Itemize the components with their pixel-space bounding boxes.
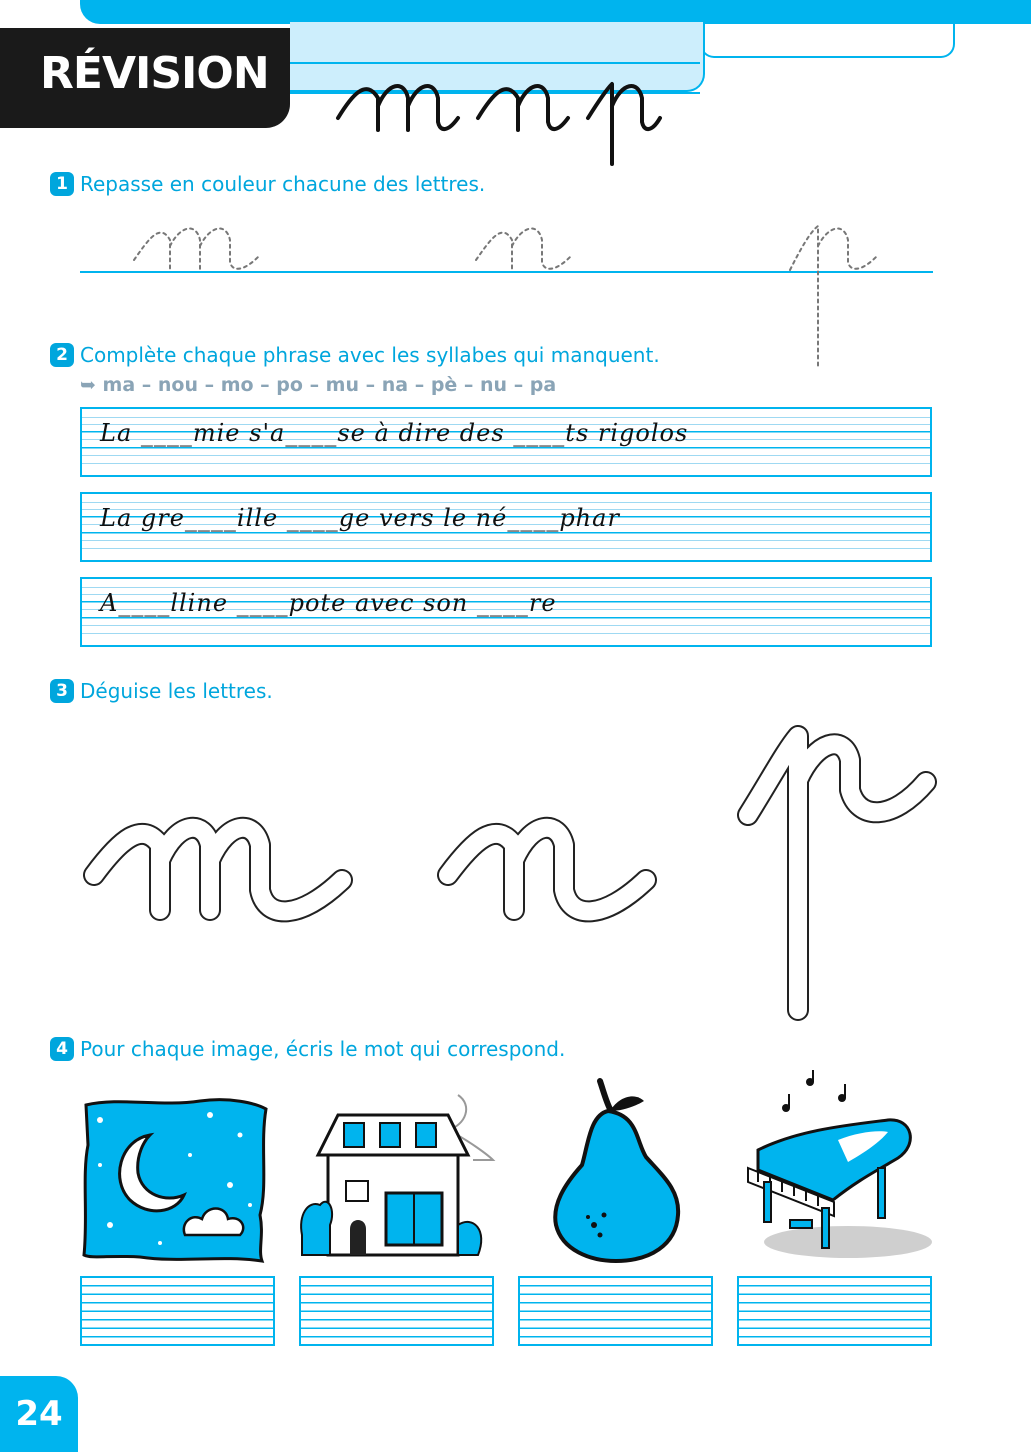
top-frame — [700, 10, 955, 58]
music-notes-icon — [782, 1070, 846, 1112]
exercise-4-instruction — [50, 1037, 565, 1061]
header-cursive-letters — [330, 40, 670, 170]
exercise-2-instruction — [50, 343, 660, 367]
exercise-3-number: 3 — [50, 679, 74, 703]
sentence-line-3[interactable] — [80, 577, 932, 647]
trace-letter-n — [476, 229, 572, 270]
exercise-1-number: 1 — [50, 172, 74, 196]
exercise-1-text: Repasse en couleur chacune des lettres. — [80, 172, 486, 196]
sentence-line-2[interactable] — [80, 492, 932, 562]
sentence-1-text: La ____mie s'a____se à dire des ____ts rigolos — [100, 419, 689, 447]
answer-box-3[interactable] — [518, 1276, 713, 1346]
pear-image — [550, 1075, 685, 1265]
outlined-letters[interactable] — [80, 720, 950, 1030]
sentence-line-1[interactable] — [80, 407, 932, 477]
trace-letter-p — [790, 226, 878, 368]
header-letter-n — [478, 86, 568, 130]
answer-box-4[interactable] — [737, 1276, 932, 1346]
sentence-3-text: A____lline ____pote avec son ____re — [100, 589, 557, 617]
header-letter-p — [588, 84, 660, 164]
exercise-2-text: Complète chaque phrase avec les syllabes qui manquent. — [80, 343, 660, 367]
exercise-3-instruction — [50, 679, 273, 703]
exercise-3-text: Déguise les lettres. — [80, 679, 273, 703]
answer-box-2[interactable] — [299, 1276, 494, 1346]
exercise-4-number: 4 — [50, 1037, 74, 1061]
sentence-2-text: La gre____ille ____ge vers le né____phar — [100, 504, 620, 532]
exercise-2-number: 2 — [50, 343, 74, 367]
moon-night-image — [80, 1095, 270, 1265]
house-image — [298, 1085, 498, 1265]
trace-letter-m — [134, 229, 260, 270]
piano-image — [738, 1070, 933, 1265]
page-number: 24 — [0, 1376, 78, 1452]
exercise-4-text: Pour chaque image, écris le mot qui correspond. — [80, 1037, 566, 1061]
header-letter-m — [338, 86, 458, 130]
page-title: RÉVISION — [40, 48, 269, 99]
exercise-1-instruction — [50, 172, 485, 196]
answer-box-1[interactable] — [80, 1276, 275, 1346]
syllable-list: ➥ ma – nou – mo – po – mu – na – pè – nu – pa — [80, 374, 557, 396]
